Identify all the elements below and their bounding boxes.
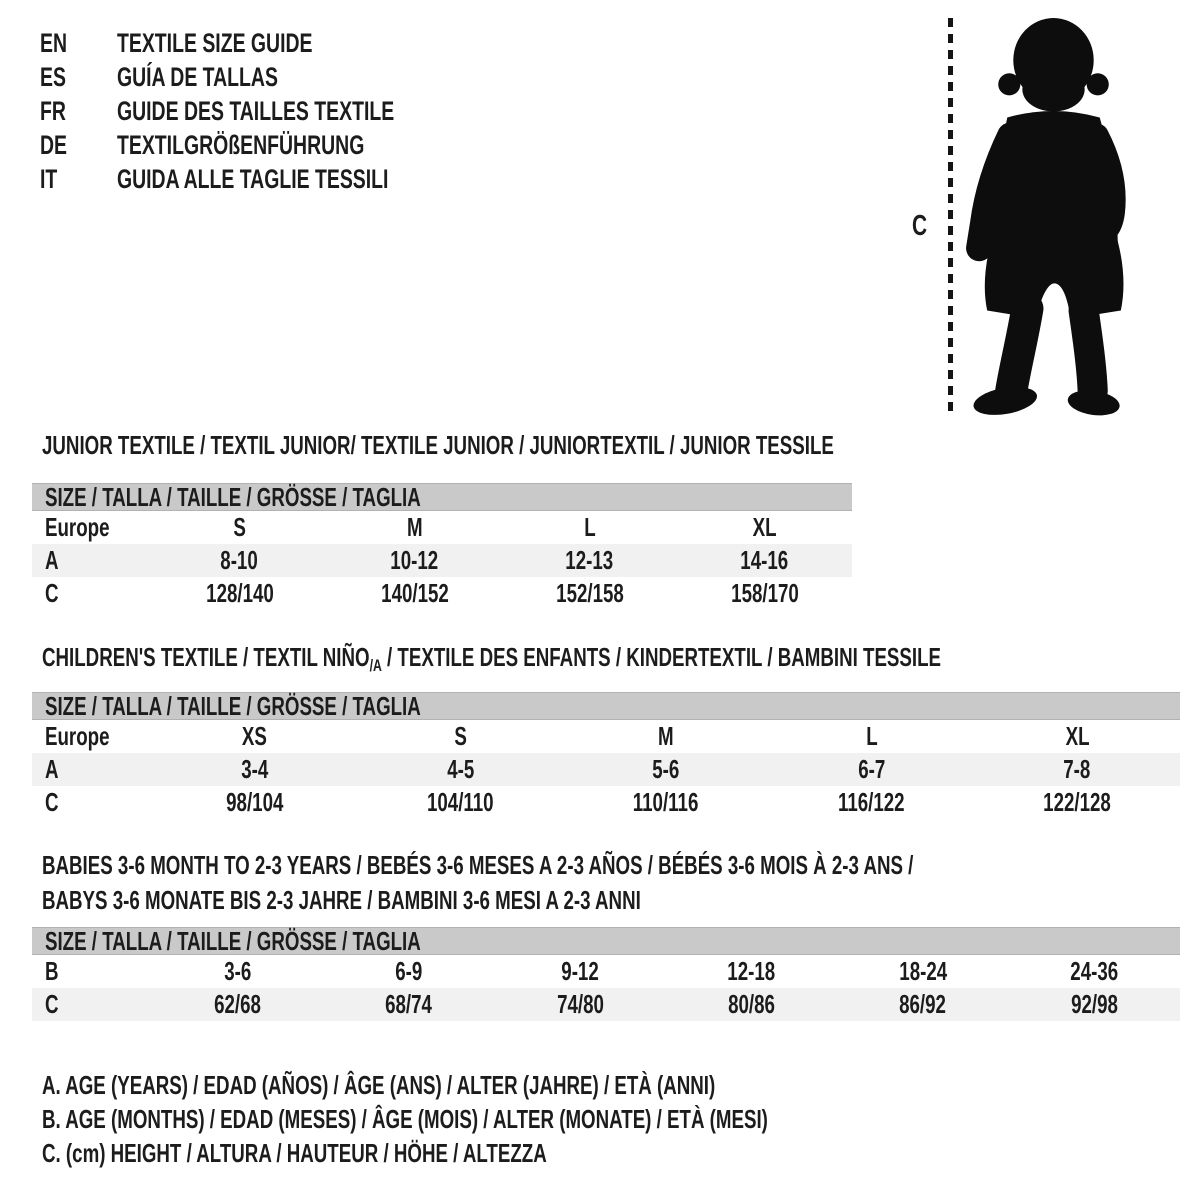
height-cell: 128/140 [205, 578, 274, 608]
age-cell: 12-13 [565, 545, 614, 575]
children-size-table [32, 692, 1180, 819]
baby-silhouette-icon [964, 17, 1142, 419]
age-cell: 10-12 [390, 545, 439, 575]
height-cell: 98/104 [226, 787, 284, 817]
language-code: DE [40, 129, 68, 160]
table-row-europe [32, 511, 852, 544]
months-cell: 3-6 [224, 956, 252, 986]
row-label: C [45, 989, 59, 1019]
babies-size-table [32, 927, 1180, 1021]
row-label: A [45, 545, 59, 575]
legend-notes [42, 1068, 1050, 1170]
height-cell: 158/170 [730, 578, 799, 608]
size-cell: XS [242, 721, 268, 751]
language-code: IT [40, 163, 58, 194]
table-row-b [32, 955, 1180, 988]
row-label: B [45, 956, 59, 986]
months-cell: 6-9 [395, 956, 423, 986]
language-row-it [40, 162, 502, 196]
height-dashed-line [948, 18, 953, 416]
months-cell: 9-12 [561, 956, 600, 986]
age-cell: 5-6 [652, 754, 680, 784]
height-cell: 80/86 [728, 989, 776, 1019]
size-cell: XL [752, 512, 777, 542]
language-title: GUÍA DE TALLAS [117, 61, 278, 92]
row-label: A [45, 754, 59, 784]
age-cell: 8-10 [220, 545, 259, 575]
height-cell: 74/80 [556, 989, 604, 1019]
language-code: ES [40, 61, 66, 92]
baby-figure [900, 14, 1155, 424]
height-cell: 92/98 [1070, 989, 1118, 1019]
size-cell: S [454, 721, 467, 751]
height-cell: 68/74 [385, 989, 433, 1019]
children-section-heading: CHILDREN'S TEXTILE / TEXTIL NIÑO/A / TEXTILE DES ENFANTS / KINDERTEXTIL / BAMBINI TESSILE [42, 642, 942, 675]
height-cell: 122/128 [1043, 787, 1111, 817]
age-cell: 14-16 [740, 545, 789, 575]
size-header-label: SIZE / TALLA / TAILLE / GRÖSSE / TAGLIA [45, 690, 421, 721]
language-title: GUIDA ALLE TAGLIE TESSILI [117, 163, 389, 194]
table-row-a [32, 753, 1180, 786]
size-cell: S [233, 512, 246, 542]
language-title: TEXTILE SIZE GUIDE [117, 27, 313, 58]
months-cell: 12-18 [727, 956, 776, 986]
size-cell: M [406, 512, 423, 542]
language-row-en [40, 26, 502, 60]
row-label: Europe [45, 512, 110, 542]
size-cell: L [865, 721, 878, 751]
height-cell: 116/122 [838, 787, 905, 817]
height-cell: 110/116 [633, 787, 699, 817]
note-b: B. AGE (MONTHS) / EDAD (MESES) / ÂGE (MOIS) / ALTER (MONATE) / ETÀ (MESI) [42, 1104, 768, 1134]
row-label: C [45, 578, 59, 608]
size-cell: L [583, 512, 596, 542]
language-title: GUIDE DES TAILLES TEXTILE [117, 95, 395, 126]
height-measure-label: C [912, 210, 928, 242]
junior-section-heading: JUNIOR TEXTILE / TEXTIL JUNIOR/ TEXTILE JUNIOR / JUNIORTEXTIL / JUNIOR TESSILE [42, 430, 834, 460]
nino-a-subscript: /A [369, 656, 382, 675]
table-row-c [32, 786, 1180, 819]
language-code: FR [40, 95, 66, 126]
language-row-fr [40, 94, 502, 128]
junior-size-table [32, 483, 852, 610]
height-cell: 62/68 [214, 989, 262, 1019]
language-row-es [40, 60, 502, 94]
size-header-label: SIZE / TALLA / TAILLE / GRÖSSE / TAGLIA [45, 481, 421, 512]
row-label: Europe [45, 721, 110, 751]
language-code: EN [40, 27, 68, 58]
size-header-bar [32, 483, 852, 511]
size-cell: M [658, 721, 674, 751]
table-row-a [32, 544, 852, 577]
language-list [40, 26, 502, 196]
note-c: C. (cm) HEIGHT / ALTURA / HAUTEUR / HÖHE / ALTEZZA [42, 1138, 547, 1168]
months-cell: 24-36 [1070, 956, 1119, 986]
height-cell: 104/110 [427, 787, 494, 817]
table-row-c [32, 577, 852, 610]
size-cell: XL [1065, 721, 1090, 751]
table-row-c [32, 988, 1180, 1021]
height-cell: 86/92 [899, 989, 947, 1019]
height-cell: 152/158 [555, 578, 624, 608]
height-cell: 140/152 [380, 578, 449, 608]
language-row-de [40, 128, 502, 162]
age-cell: 6-7 [858, 754, 886, 784]
months-cell: 18-24 [899, 956, 947, 986]
table-row-europe [32, 720, 1180, 753]
age-cell: 3-4 [241, 754, 269, 784]
row-label: C [45, 787, 59, 817]
babies-section-heading: BABIES 3-6 MONTH TO 2-3 YEARS / BEBÉS 3-6 MESES A 2-3 AÑOS / BÉBÉS 3-6 MOIS À 2-3 ANS / BABYS 3-6 MONATE BIS 2-3 JAHRE / BAMBINI 3-6 MESI A 2-3 ANNI [42, 850, 914, 915]
size-header-bar [32, 692, 1180, 720]
language-title: TEXTILGRÖßENFÜHRUNG [117, 129, 365, 160]
age-cell: 7-8 [1063, 754, 1091, 784]
age-cell: 4-5 [446, 754, 474, 784]
size-header-label: SIZE / TALLA / TAILLE / GRÖSSE / TAGLIA [45, 925, 421, 956]
size-header-bar [32, 927, 1180, 955]
note-a: A. AGE (YEARS) / EDAD (AÑOS) / ÂGE (ANS) / ALTER (JAHRE) / ETÀ (ANNI) [42, 1070, 716, 1100]
